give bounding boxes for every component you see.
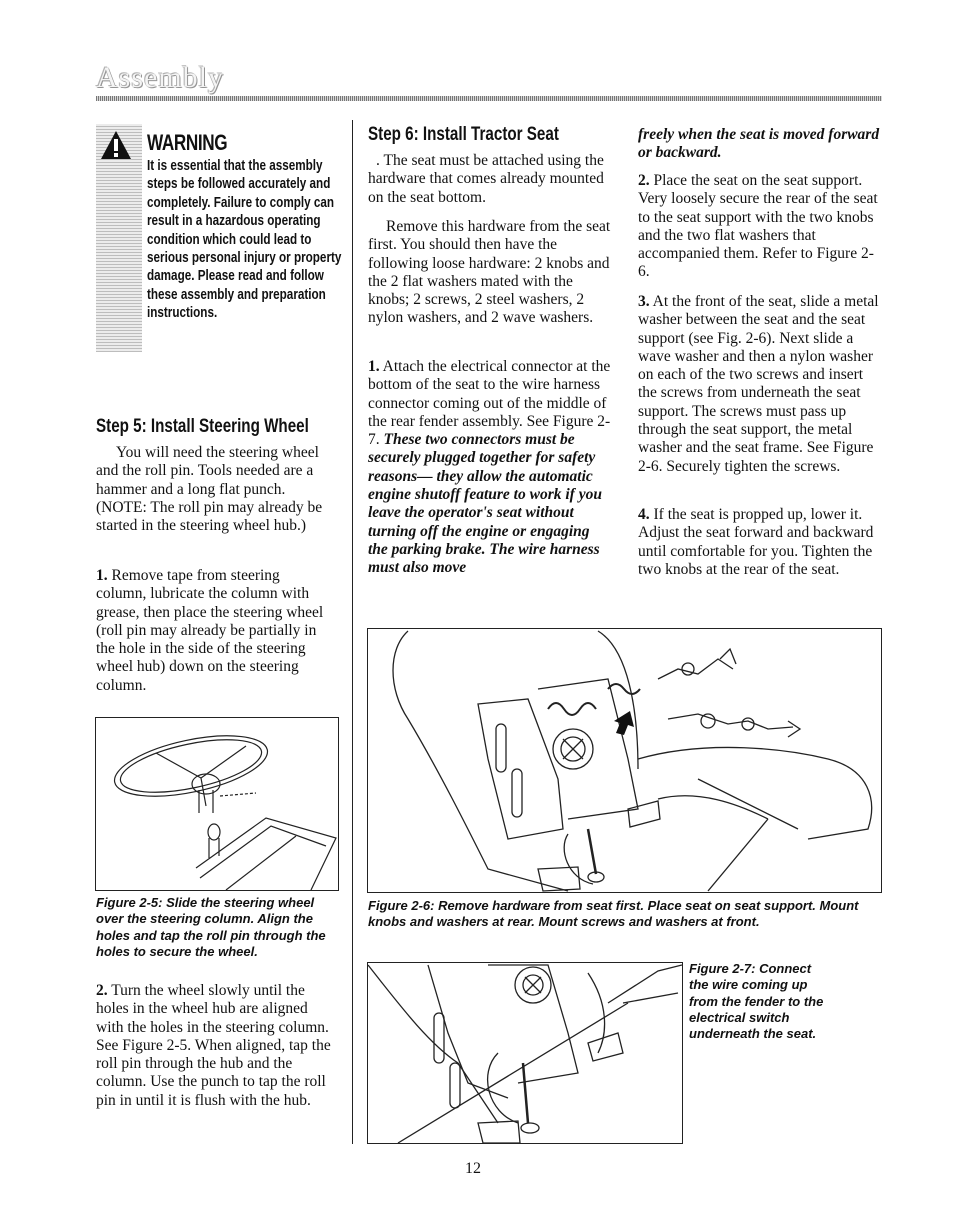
step6-para-2: Remove this hardware from the seat first. You should then have the following loose hardware: 2 knobs and the 2 flat washers mated with the knobs; 2 screws, 2 steel washers, 2 nylon washers, and 2 wave washers. [368, 218, 611, 327]
step6-item-3-text: At the front of the seat, slide a metal washer between the seat and the seat support (see Fig. 2-6). Next slide a wave washer and then a nylon washer on each of the two screws and insert the screws from underneath the seat support. The screws must pass up through the seat support, the metal washer and the seat frame. See Figure 2-6. Securely tighten the screws. [638, 293, 879, 475]
figure-2-7-illustration [367, 962, 683, 1144]
warning-triangle-icon [100, 130, 132, 160]
header-rule [96, 96, 882, 101]
step6-item-1-number: 1. [368, 358, 380, 375]
step5-item-2-text: Turn the wheel slowly until the holes in the wheel hub are aligned with the holes in the steering column. See Figure 2-5. When aligned, tap the roll pin through the hub and the column. Use the punch to tap the roll pin in until it is flush with the hub. [96, 982, 331, 1109]
figure-2-7-caption: Figure 2-7: Connect the wire coming up from the fender to the electrical switch underneath the seat. [689, 961, 824, 1042]
step5-intro: You will need the steering wheel and the roll pin. Tools needed are a hammer and a long flat punch. (NOTE: The roll pin may already be started in the steering wheel hub.) [96, 444, 323, 535]
page-section-title: Assembly [96, 61, 224, 94]
steering-wheel-drawing [96, 718, 338, 890]
column-divider [352, 120, 353, 1144]
step6-item-4 [638, 506, 884, 579]
wire-connection-drawing [368, 963, 682, 1143]
step6-item-1 [368, 358, 612, 578]
step6-para-1: . The seat must be attached using the hardware that comes already mounted on the seat bottom. [368, 152, 604, 206]
step6-item-4-text: If the seat is propped up, lower it. Adjust the seat forward and backward until comfortable for you. Tighten the two knobs at the rear of the seat. [638, 506, 874, 578]
step5-item-1-number: 1. [96, 567, 108, 584]
step5-heading: Step 5: Install Steering Wheel [96, 416, 309, 437]
step6-item-3 [638, 293, 884, 476]
step6-item-2 [638, 172, 884, 282]
figure-2-6-caption: Figure 2-6: Remove hardware from seat first. Place seat on seat support. Mount knobs and washers at rear. Mount screws and washers at front. [368, 898, 859, 930]
figure-2-5-illustration [95, 717, 339, 891]
warning-text: It is essential that the assembly steps be followed accurately and completely. Failure to comply can result in a hazardous operating condition which could lead to serious personal injury or property damage. Please read and follow these assembly and preparation instructions. [147, 157, 342, 322]
step5-item-1 [96, 567, 334, 695]
step6-item-1-continued: freely when the seat is moved forward or backward. [638, 126, 880, 162]
step6-item-1-text: Attach the electrical connector at the bottom of the seat to the wire harness connector coming out of the middle of the rear fender assembly. See Figure 2-7. [368, 358, 611, 449]
step5-item-1-text: Remove tape from steering column, lubricate the column with grease, then place the steering wheel (roll pin may already be partially in the hole in the side of the steering wheel hub) down on the steering column. [96, 567, 324, 694]
step6-item-1-emphasis: These two connectors must be securely plugged together for safety reasons— they allow the automatic engine shutoff feature to work if you leave the operator's seat without turning off the engine or engaging the parking brake. The wire harness must also move [368, 431, 602, 577]
step6-item-4-number: 4. [638, 506, 650, 523]
step5-item-2-number: 2. [96, 982, 108, 999]
step5-item-2 [96, 982, 334, 1110]
page-number: 12 [465, 1160, 481, 1177]
figure-2-5-caption: Figure 2-5: Slide the steering wheel over the steering column. Align the holes and tap the roll pin through the holes to secure the wheel. [96, 895, 326, 959]
step6-heading: Step 6: Install Tractor Seat [368, 124, 559, 145]
seat-mounting-drawing [368, 629, 881, 892]
step6-item-2-text: Place the seat on the seat support. Very loosely secure the rear of the seat to the seat support with the two knobs and the two flat washers that accompanied them. Refer to Figure 2-6. [638, 172, 878, 281]
step6-item-2-number: 2. [638, 172, 650, 189]
warning-heading: WARNING [147, 130, 228, 155]
figure-2-6-illustration [367, 628, 882, 893]
step6-item-3-number: 3. [638, 293, 650, 310]
